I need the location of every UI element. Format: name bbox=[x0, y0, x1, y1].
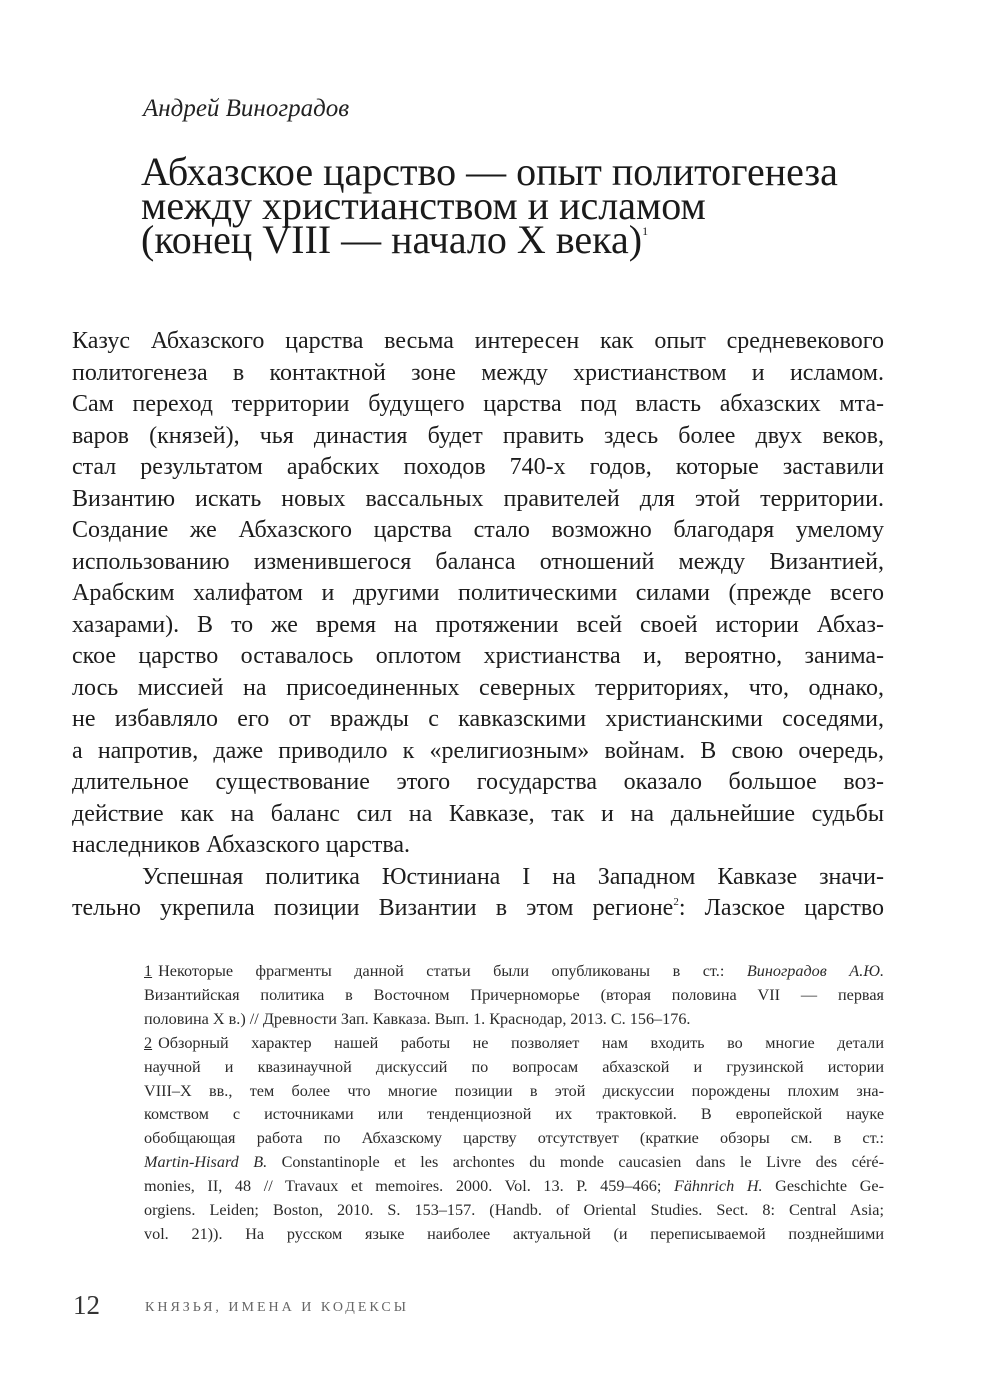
page-number: 12 bbox=[73, 1290, 100, 1320]
footnote-line: VIII–X вв., тем более что многие позиции в этой дискуссии порождены плохим зна- bbox=[144, 1081, 884, 1100]
body-line: стал результатом арабских походов 740-х годов, которые заставили bbox=[72, 454, 884, 480]
body-line: варов (князей), чья династия будет править здесь более двух веков, bbox=[72, 422, 884, 449]
footnote-line bbox=[144, 1151, 884, 1175]
body-line: Казус Абхазского царства весьма интересен как опыт средневекового bbox=[72, 328, 884, 354]
footnote-2 bbox=[144, 1032, 884, 1056]
body-text bbox=[72, 326, 884, 929]
body-line: длительное существование этого государства оказало большое воз- bbox=[72, 769, 884, 795]
footnote-line: Византийская политика в Восточном Причерноморье (вторая половина VII — первая bbox=[144, 985, 884, 1004]
footnote-text: Constantinople et les archontes du monde caucasien dans le Livre des céré- bbox=[267, 1153, 884, 1172]
footnote-line: orgiens. Leiden; Boston, 2010. S. 153–157. (Handb. of Oriental Studies. Sect. 8: Central Asia; bbox=[144, 1201, 884, 1220]
body-line: хазарами). В то же время на протяжении всей своей истории Абхаз- bbox=[72, 611, 884, 638]
footnote-line: половина X в.) // Древности Зап. Кавказа. Вып. 1. Краснодар, 2013. С. 156–176. bbox=[144, 1009, 691, 1028]
body-line bbox=[72, 893, 884, 929]
title-line: Абхазское царство — опыт политогенеза bbox=[141, 149, 838, 194]
body-line: Успешная политика Юстиниана I на Западном Кавказе значи- bbox=[142, 863, 884, 890]
body-line: а напротив, даже приводило к «религиозным» войнам. В свою очередь, bbox=[72, 737, 884, 764]
footnotes bbox=[144, 960, 884, 1247]
body-line: Арабским халифатом и другими политическими силами (прежде всего bbox=[72, 580, 884, 606]
body-line-text: : Лазское царство bbox=[678, 895, 885, 921]
footnote-line: комством с источниками или тенденциозной их трактовкой. В европейской науке bbox=[144, 1105, 884, 1124]
title-line: между христианством и исламом bbox=[141, 183, 706, 228]
body-line: политогенеза в контактной зоне между христианством и исламом. bbox=[72, 359, 884, 386]
body-line: ское царство оставалось оплотом христианства и, вероятно, занима- bbox=[72, 643, 884, 669]
title-line-text: (конец VIII — начало X века) bbox=[141, 217, 643, 262]
running-title: КНЯЗЬЯ, ИМЕНА И КОДЕКСЫ bbox=[145, 1300, 409, 1315]
footnote-number[interactable]: 1 bbox=[144, 962, 153, 980]
title-footnote-marker[interactable]: 1 bbox=[642, 224, 649, 238]
body-line: не избавляло его от вражды с кавказскими христианскими соседями, bbox=[72, 706, 884, 732]
footnote-line: vol. 21)). На русском языке наиболее актуальной (и переписываемой позднейшими bbox=[144, 1224, 884, 1243]
body-line-text: тельно укрепила позиции Византии в этом регионе bbox=[72, 895, 674, 921]
body-line: наследников Абхазского царства. bbox=[72, 832, 411, 858]
body-line: Византию искать новых вассальных правителей для этой территории. bbox=[72, 485, 884, 512]
body-line: действие как на баланс сил на Кавказе, так и на дальнейшие судьбы bbox=[72, 800, 884, 827]
footnote-line: обобщающая работа по Абхазскому царству отсутствует (краткие обзоры см. в ст.: bbox=[144, 1129, 884, 1148]
body-line: Создание же Абхазского царства стало возможно благодаря умелому bbox=[72, 517, 884, 543]
footnote-text: Некоторые фрагменты данной статьи были опубликованы в ст.: bbox=[158, 962, 747, 980]
footnote-author: Fähnrich H. bbox=[673, 1177, 763, 1196]
footnote-text: monies, II, 48 // Travaux et memoires. 2000. Vol. 13. P. 459–466; bbox=[144, 1177, 674, 1196]
footnote-1 bbox=[144, 960, 884, 984]
footnote-author: Martin-Hisard B. bbox=[144, 1153, 268, 1172]
footnote-text: Обзорный характер нашей работы не позволяет нам входить во многие детали bbox=[158, 1033, 884, 1052]
body-line: использованию изменившегося баланса отношений между Византией, bbox=[72, 548, 884, 575]
author-name: Андрей Виноградов bbox=[143, 95, 350, 122]
title-line bbox=[141, 217, 921, 266]
footnote-author: Виноградов А.Ю. bbox=[746, 962, 884, 980]
footnote-text: Geschichte Ge- bbox=[762, 1177, 884, 1196]
body-line: Сам переход территории будущего царства под власть абхазских мта- bbox=[72, 391, 884, 417]
footnote-number[interactable]: 2 bbox=[144, 1033, 153, 1052]
footnote-line: научной и квазинаучной дискуссий по вопросам абхазской и грузинской истории bbox=[144, 1057, 884, 1076]
body-line: лось миссией на присоединенных северных территориях, что, однако, bbox=[72, 674, 884, 701]
body-footnote-marker[interactable]: 2 bbox=[673, 896, 679, 908]
footnote-line bbox=[144, 1175, 884, 1199]
article-title bbox=[141, 149, 921, 266]
